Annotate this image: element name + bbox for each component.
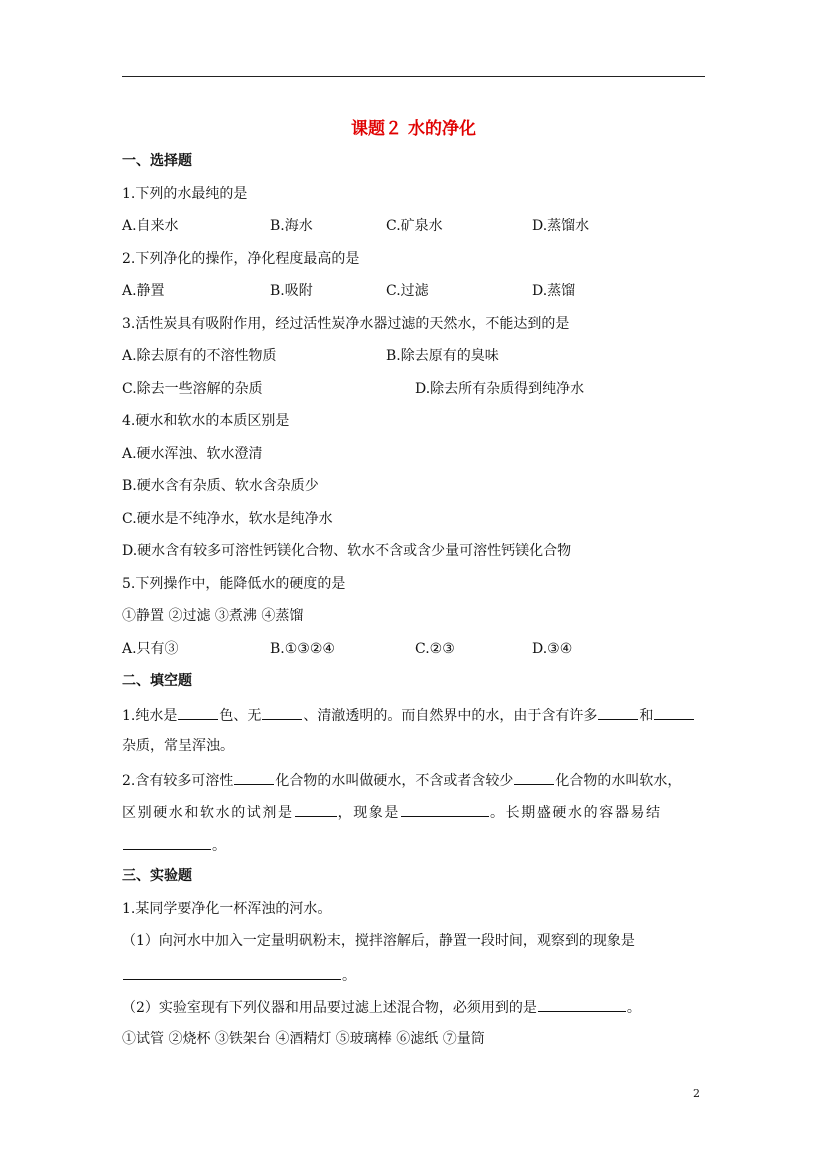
- fill2-blank-3: [295, 802, 337, 817]
- q5-option-c: C.②③: [415, 641, 455, 657]
- q4-option-c: C.硬水是不纯净水，软水是纯净水: [122, 511, 333, 527]
- fill1-text-1: 1.纯水是: [122, 708, 178, 724]
- fill1-text-4: 和: [639, 708, 654, 724]
- fill2-blank-5: [123, 835, 211, 850]
- q1-stem: 1.下列的水最纯的是: [122, 186, 248, 202]
- q5-option-d: D.③④: [532, 641, 573, 657]
- section-heading-fill: 二、填空题: [122, 673, 192, 689]
- q3-option-c: C.除去一些溶解的杂质: [122, 381, 263, 397]
- fill1-blank-3: [598, 705, 638, 720]
- fill2-blank-1: [234, 770, 274, 785]
- q2-option-b: B.吸附: [270, 283, 313, 299]
- q1-option-c: C.矿泉水: [386, 218, 443, 234]
- q3-option-b: B.除去原有的臭味: [386, 348, 499, 364]
- q5-stem: 5.下列操作中，能降低水的硬度的是: [122, 576, 346, 592]
- q4-option-d: D.硬水含有较多可溶性钙镁化合物、软水不含或含少量可溶性钙镁化合物: [122, 543, 572, 559]
- fill1-line1: [122, 705, 695, 725]
- q1-option-d: D.蒸馏水: [532, 218, 590, 234]
- fill2-text-7: 。: [212, 838, 226, 854]
- q2-option-a: A.静置: [122, 283, 165, 299]
- q4-option-a: A.硬水浑浊、软水澄清: [122, 446, 263, 462]
- q3-stem: 3.活性炭具有吸附作用，经过活性炭净水器过滤的天然水，不能达到的是: [122, 316, 570, 332]
- fill1-text-3: 、清澈透明的。而自然界中的水，由于含有许多: [303, 708, 598, 724]
- q5-option-a: A.只有③: [122, 641, 179, 657]
- section-heading-choice: 一、选择题: [122, 153, 192, 169]
- exp-q2-line: [122, 997, 641, 1017]
- fill1-text-2: 色、无: [219, 708, 262, 724]
- fill2-line3: [122, 835, 226, 855]
- q2-option-d: D.蒸馏: [532, 283, 576, 299]
- fill2-text-5: ，现象是: [337, 805, 401, 821]
- q1-option-b: B.海水: [270, 218, 313, 234]
- header-rule: [122, 76, 705, 77]
- fill1-blank-1: [178, 705, 218, 720]
- fill2-blank-4: [401, 802, 489, 817]
- fill2-text-3: 化合物的水叫软水，: [555, 773, 682, 789]
- fill1-blank-2: [262, 705, 302, 720]
- fill2-text-6: 。长期盛硬水的容器易结: [490, 805, 662, 821]
- q5-items: ①静置 ②过滤 ③煮沸 ④蒸馏: [122, 608, 304, 624]
- fill2-line1: [122, 770, 681, 790]
- q4-option-b: B.硬水含有杂质、软水含杂质少: [122, 478, 319, 494]
- exp-q2-end: 。: [626, 1000, 641, 1016]
- q1-option-a: A.自来水: [122, 218, 179, 234]
- q2-option-c: C.过滤: [386, 283, 429, 299]
- section-heading-experiment: 三、实验题: [122, 868, 192, 884]
- fill2-text-4: 区别硬水和软水的试剂是: [122, 805, 294, 821]
- fill1-blank-4: [654, 705, 694, 720]
- q3-option-d: D.除去所有杂质得到纯净水: [415, 381, 585, 397]
- fill2-line2: [122, 802, 662, 822]
- exp-q1-blank: [123, 965, 341, 980]
- page-title: 课题２ 水的净化: [351, 119, 476, 139]
- fill2-text-2: 化合物的水叫做硬水，不含或者含较少: [275, 773, 514, 789]
- q3-option-a: A.除去原有的不溶性物质: [122, 348, 277, 364]
- exp-q1: （1）向河水中加入一定量明矾粉末，搅拌溶解后，静置一段时间，观察到的现象是: [122, 933, 635, 949]
- fill1-text-5: 杂质，常呈浑浊。: [122, 738, 234, 754]
- q4-stem: 4.硬水和软水的本质区别是: [122, 413, 290, 429]
- fill2-blank-2: [514, 770, 554, 785]
- q2-stem: 2.下列净化的操作，净化程度最高的是: [122, 251, 360, 267]
- exp-items: ①试管 ②烧杯 ③铁架台 ④酒精灯 ⑤玻璃棒 ⑥滤纸 ⑦量筒: [122, 1031, 485, 1047]
- exp-q1-answer: [122, 965, 356, 985]
- page-number: 2: [693, 1087, 700, 1100]
- exp-q1-end: 。: [342, 968, 356, 984]
- q5-option-b: B.①③②④: [270, 641, 335, 657]
- exp-q2-blank: [538, 997, 626, 1012]
- exp-stem: 1.某同学要净化一杯浑浊的河水。: [122, 901, 332, 917]
- exp-q2: （2）实验室现有下列仪器和用品要过滤上述混合物，必须用到的是: [122, 1000, 537, 1016]
- fill2-text-1: 2.含有较多可溶性: [122, 773, 234, 789]
